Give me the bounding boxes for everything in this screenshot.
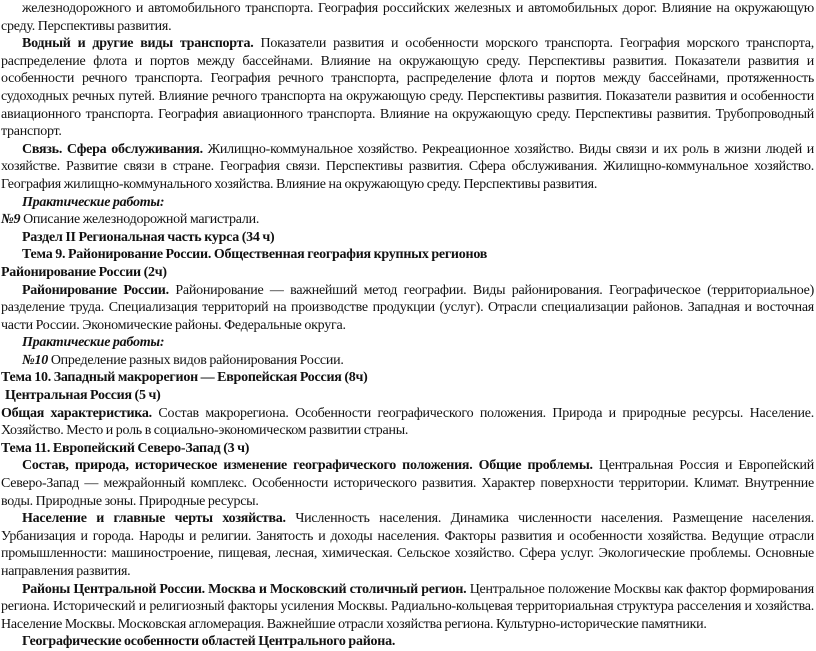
work-text: Описание железнодорожной магистрали. <box>20 212 260 228</box>
practical-work-9 <box>1 211 814 229</box>
paragraph-zoning <box>1 282 814 335</box>
paragraph-heading: Общая характеристика. <box>1 405 152 421</box>
paragraph-heading: Население и главные черты хозяйства. <box>22 511 286 527</box>
paragraph-heading: Географические особенности областей Центрального района. <box>22 634 396 650</box>
practical-label: Практические работы: <box>22 335 165 351</box>
paragraph-text: Центральная Россия и Европейский Северо-Запад — межрайонный комплекс. Особенности исторического развития. Характер поверхности территории. Климат. Внутренние воды. Природные зоны. Природные ресурсы. <box>1 458 814 509</box>
paragraph-heading: Состав, природа, историческое изменение географического положения. Общие проблемы. <box>22 458 593 474</box>
paragraph-transport-rail-road <box>1 0 814 35</box>
paragraph-text: Центральное положение Москвы как фактор формирования региона. Исторический и религиозный факторы усиления Москвы. Радиально-кольцевая территориальная структура расселения и хозяйства. Население Москвы. Московская агломерация. Важнейшие отрасли хозяйства региона. Культурно-исторические памятники. <box>1 581 814 632</box>
paragraph-text: Состав макрорегиона. Особенности географического положения. Природа и природные ресурсы. Население. Хозяйство. Место и роль в социально-экономическом развитии страны. <box>1 405 815 439</box>
paragraph-moscow <box>1 581 814 634</box>
subtopic-title: Районирование России (2ч) <box>1 264 167 280</box>
paragraph-heading: Водный и другие виды транспорта. <box>22 36 254 52</box>
practical-works-heading <box>1 334 814 352</box>
paragraph-text: Показатели развития и особенности морского транспорта. География морского транспорта, распределение флота и портов между бассейнами. Влияние на окружающую среду. Перспективы развития. Показатели развития и особенности речного транспорта. География речного транспорта, распределение флота и портов между бассейнами, протяженность судоходных речных путей. Влияние речного транспорта на окружающую среду. Перспективы развития. Показатели развития и особенности авиационного транспорта. География авиационного транспорта. Влияние на окружающую среду. Перспективы развития. Трубопроводный транспорт. <box>1 36 814 140</box>
subtopic-central-heading <box>1 387 814 405</box>
paragraph-regions <box>1 633 814 651</box>
topic-11-heading <box>1 440 814 458</box>
practical-work-10 <box>1 352 814 370</box>
work-text: Определение разных видов районирования России. <box>48 352 344 368</box>
practical-works-heading <box>1 194 814 212</box>
topic-title: Тема 10. Западный макрорегион — Европейская Россия (8ч) <box>1 370 368 386</box>
topic-10-heading <box>1 369 814 387</box>
paragraph-heading: Связь. Сфера обслуживания. <box>22 141 203 157</box>
section-title: Раздел II Региональная часть курса (34 ч) <box>22 229 275 245</box>
topic-title: Тема 9. Районирование России. Общественная география крупных регионов <box>22 247 488 263</box>
practical-label: Практические работы: <box>22 194 165 210</box>
work-number: №9 <box>1 212 21 228</box>
paragraph-composition <box>1 457 814 510</box>
paragraph-text: Жилищно-коммунальное хозяйство. Рекреационное хозяйство. Виды связи и их роль в жизни людей и хозяйстве. Развитие связи в стране. География связи. Перспективы развития. Сфера обслуживания. Жилищно-коммунальное хозяйство. География жилищно-коммунального хозяйства. Влияние на окружающую среду. Перспективы развития. <box>1 141 814 192</box>
subtopic-zoning-heading <box>1 264 814 282</box>
topic-9-heading <box>1 246 814 264</box>
subtopic-title: Центральная Россия (5 ч) <box>5 388 161 404</box>
paragraph-text: Районирование — важнейший метод географии. Виды районирования. Географическое (территориальное) разделение труда. Специализация территорий на производстве продукции (услуг). Отрасли специализации районов. Западная и восточная части России. Экономические районы. Федеральные округа. <box>1 282 814 333</box>
paragraph-communication <box>1 141 814 194</box>
paragraph-water-transport <box>1 35 814 141</box>
paragraph-population <box>1 510 814 580</box>
paragraph-heading: Районирование России. <box>22 282 169 298</box>
paragraph-general <box>1 405 814 440</box>
paragraph-text: Численность населения. Динамика численности населения. Размещение населения. Урбанизация и города. Народы и религии. Занятость и доходы населения. Факторы развития и особенности хозяйства. Ведущие отрасли промышленности: машиностроение, пищевая, лесная, химическая. Сельское хозяйство. Сфера услуг. Экологические проблемы. Основные направления развития. <box>1 511 814 579</box>
paragraph-text: железнодорожного и автомобильного транспорта. География российских железных и автомобильных дорог. Влияние на окружающую среду. Перспективы развития. <box>1 1 814 34</box>
section-heading <box>1 229 814 247</box>
work-number: №10 <box>22 352 49 368</box>
paragraph-heading: Районы Центральной России. Москва и Московский столичный регион. <box>22 581 467 597</box>
topic-title: Тема 11. Европейский Северо-Запад (3 ч) <box>1 440 250 456</box>
